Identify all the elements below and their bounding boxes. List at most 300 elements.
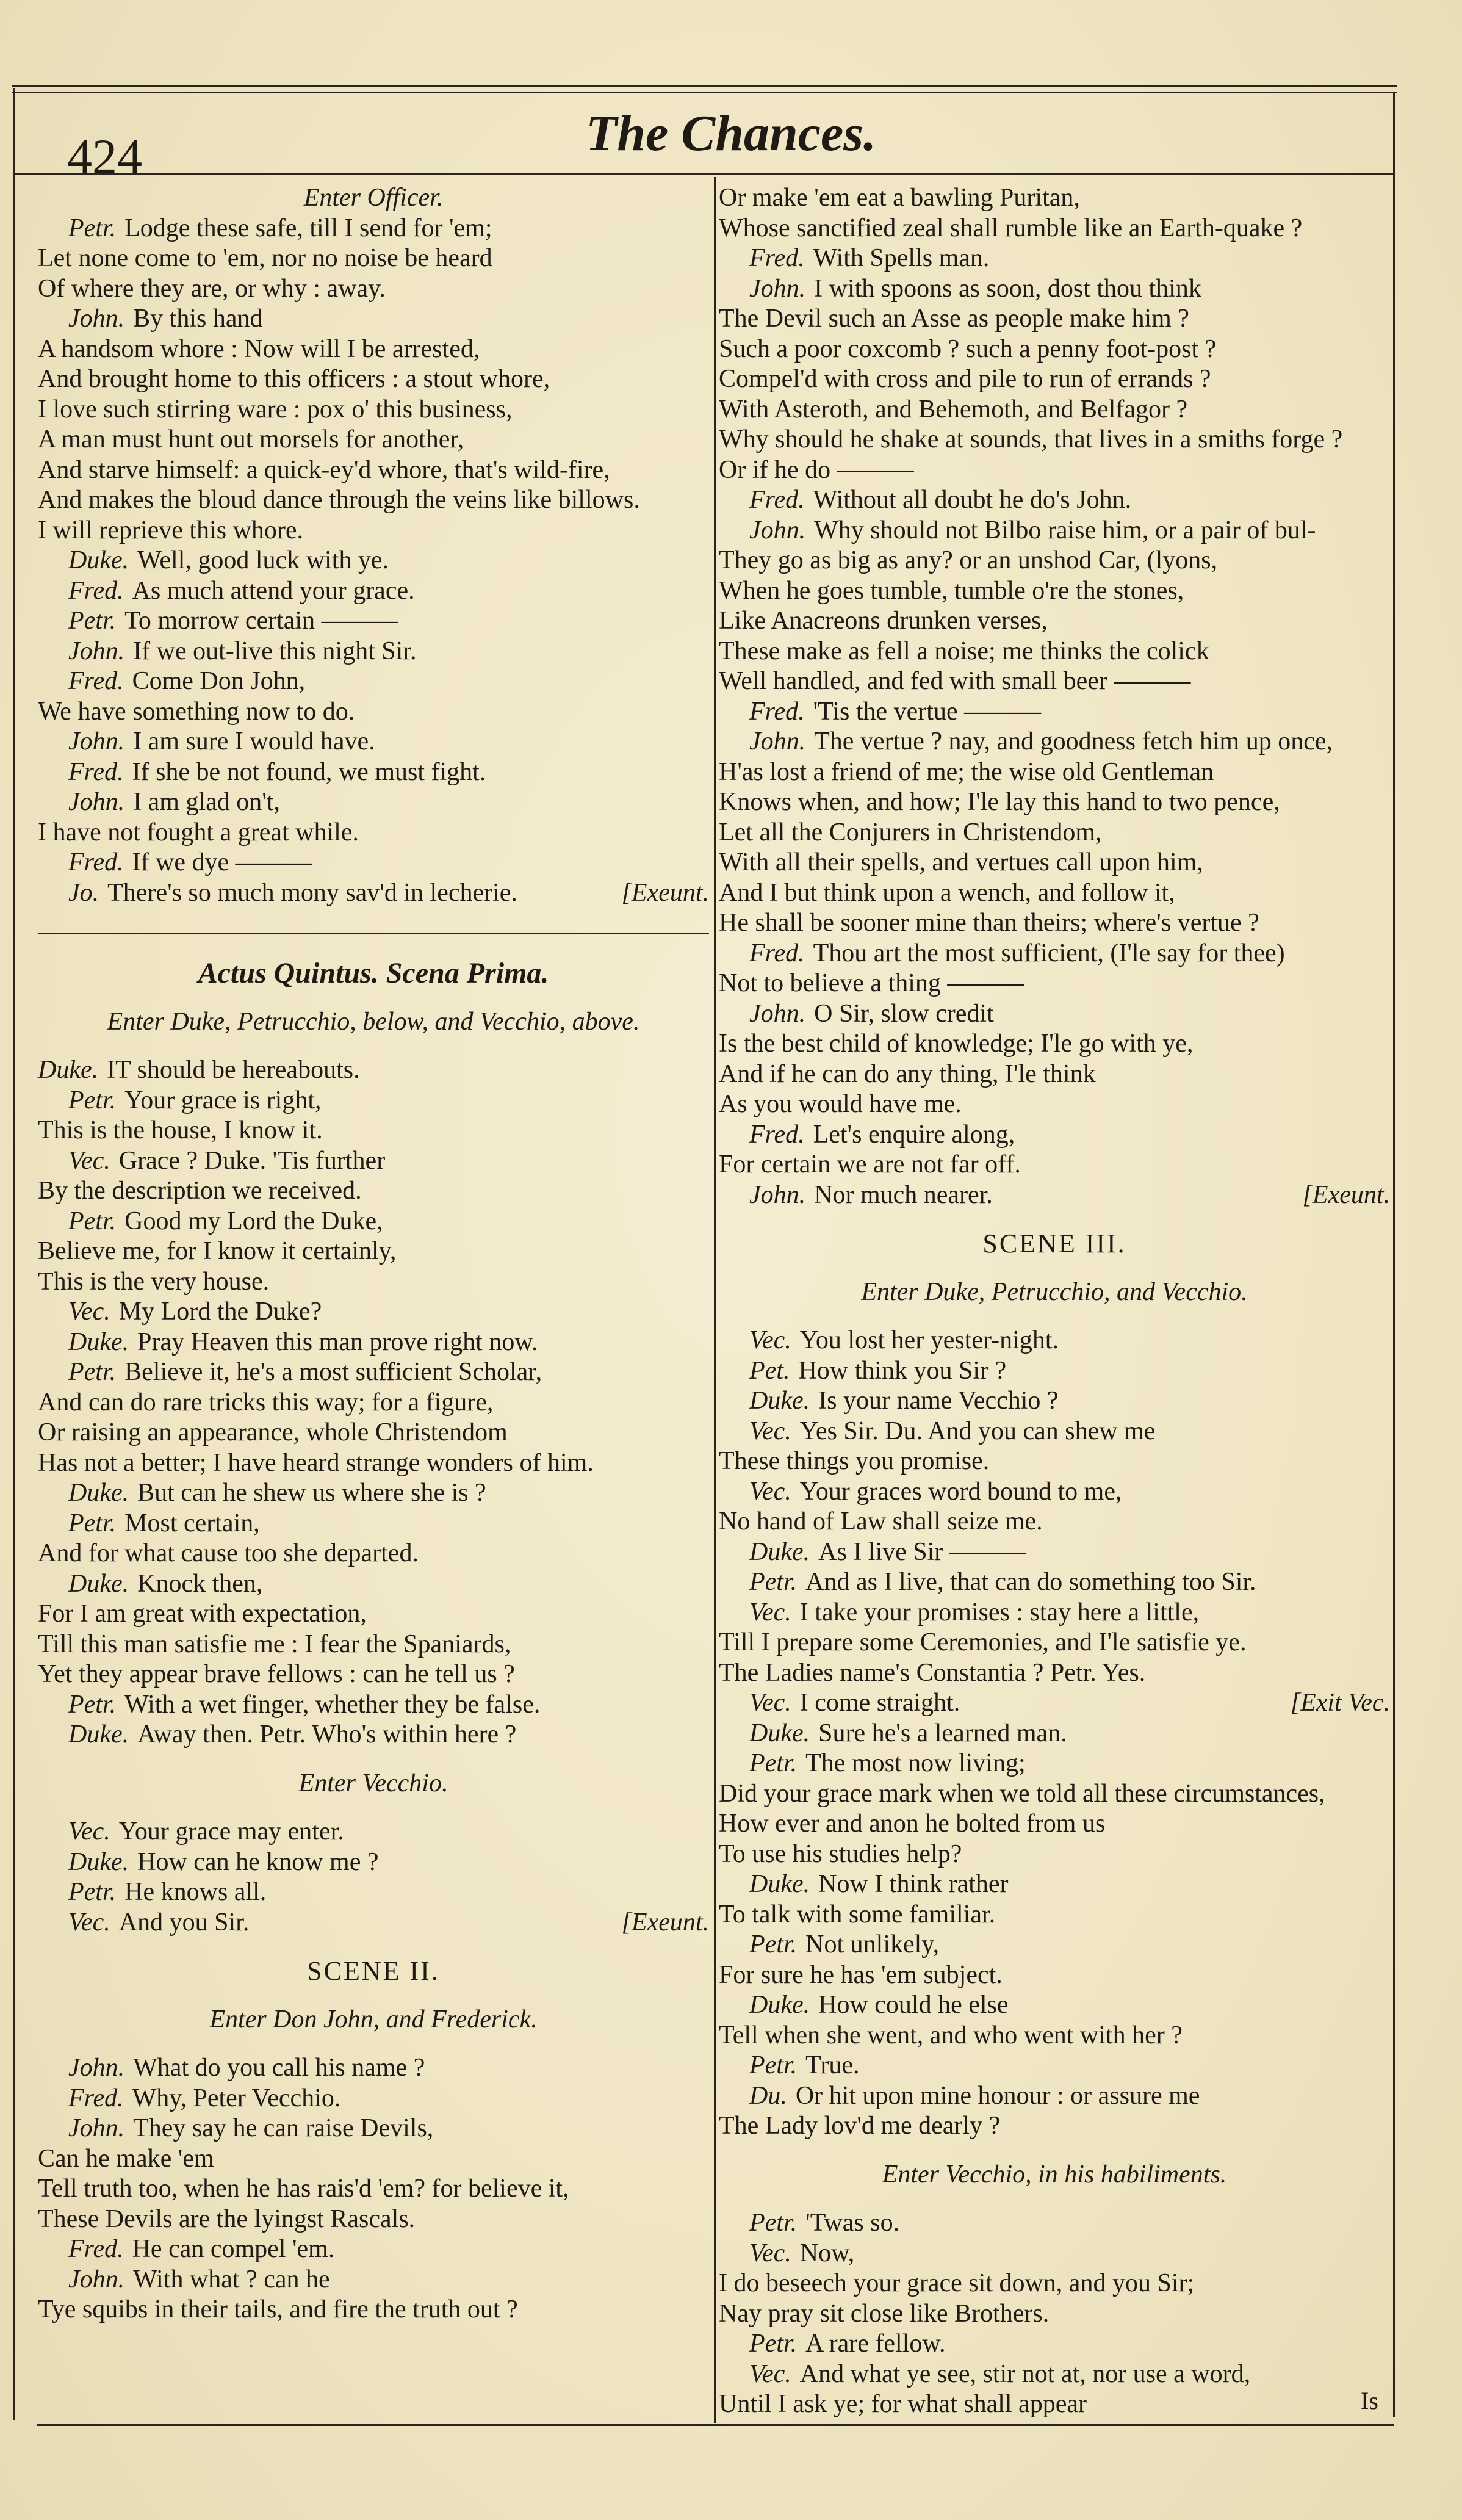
verse-line bbox=[719, 183, 1390, 214]
verse-line bbox=[719, 2021, 1390, 2051]
verse-line bbox=[719, 1029, 1390, 1060]
verse-line bbox=[38, 1539, 709, 1569]
line-text: 'Twas so. bbox=[805, 2209, 900, 2237]
line-text: There's so much mony sav'd in lecherie. bbox=[107, 878, 517, 907]
exit-direction: [Exeunt. bbox=[1302, 1180, 1390, 1209]
verse-line bbox=[719, 878, 1390, 909]
speaker-name: Vec. bbox=[749, 1326, 791, 1354]
speaker-name: Fred. bbox=[749, 939, 805, 967]
verse-line bbox=[38, 666, 709, 697]
verse-line bbox=[719, 1180, 1390, 1211]
verse-line bbox=[38, 697, 709, 727]
verse-line bbox=[719, 1658, 1390, 1689]
frame-top-rule bbox=[12, 85, 1397, 87]
line-text: Come Don John, bbox=[132, 667, 306, 695]
header-rule bbox=[15, 173, 1393, 175]
line-text: Lodge these safe, till I send for 'em; bbox=[124, 214, 492, 242]
speaker-name: Vec. bbox=[749, 1598, 791, 1626]
verse-line bbox=[38, 1877, 709, 1908]
speaker-name: Vec. bbox=[68, 1146, 110, 1175]
speaker-name: Petr. bbox=[68, 214, 117, 242]
line-text: Nay pray sit close like Brothers. bbox=[719, 2299, 1050, 2328]
line-text: As I live Sir ——— bbox=[818, 1537, 1026, 1566]
verse-line bbox=[38, 1908, 709, 1938]
line-text: Why should he shake at sounds, that lives in a smiths forge ? bbox=[719, 425, 1343, 453]
line-text: Tye squibs in their tails, and fire the truth out ? bbox=[38, 2295, 518, 2323]
verse-line bbox=[38, 1599, 709, 1630]
verse-line bbox=[38, 2144, 709, 2175]
verse-line bbox=[38, 546, 709, 576]
verse-line bbox=[719, 2359, 1390, 2390]
speaker-name: John. bbox=[749, 999, 806, 1028]
verse-line bbox=[38, 334, 709, 365]
stage-direction bbox=[38, 2005, 709, 2035]
speaker-name: Vec. bbox=[68, 1908, 110, 1937]
speaker-name: John. bbox=[68, 788, 125, 816]
speaker-name: Vec. bbox=[68, 1818, 110, 1846]
speaker-name: Duke. bbox=[749, 1719, 810, 1747]
line-text: Away then. Petr. Who's within here ? bbox=[137, 1720, 517, 1749]
speaker-name: Petr. bbox=[68, 1509, 117, 1537]
speaker-name: Petr. bbox=[68, 1086, 117, 1114]
scene-heading bbox=[38, 1956, 709, 1987]
line-text: Most certain, bbox=[124, 1509, 260, 1537]
speaker-name: Petr. bbox=[749, 1568, 798, 1596]
left-column bbox=[38, 183, 709, 2325]
verse-line bbox=[719, 848, 1390, 878]
verse-line bbox=[38, 2204, 709, 2235]
verse-line bbox=[38, 637, 709, 667]
verse-line bbox=[38, 2295, 709, 2325]
line-text: Of where they are, or why : away. bbox=[38, 274, 386, 303]
verse-line bbox=[38, 2174, 709, 2204]
line-text: I come straight. bbox=[799, 1689, 960, 1717]
verse-line bbox=[719, 637, 1390, 667]
verse-line bbox=[719, 1839, 1390, 1870]
verse-line bbox=[38, 1207, 709, 1237]
verse-line bbox=[719, 1719, 1390, 1749]
act-heading bbox=[38, 958, 709, 989]
frame-top-rule-inner bbox=[12, 92, 1397, 93]
line-text: How could he else bbox=[818, 1991, 1009, 2019]
line-text: Not to believe a thing ——— bbox=[719, 969, 1024, 997]
line-text: How ever and anon he bolted from us bbox=[719, 1810, 1106, 1838]
verse-line bbox=[719, 939, 1390, 969]
line-text: To use his studies help? bbox=[719, 1839, 962, 1868]
verse-line bbox=[38, 2265, 709, 2295]
verse-line bbox=[719, 1749, 1390, 1779]
line-text: The Ladies name's Constantia ? Petr. Yes. bbox=[719, 1658, 1146, 1687]
verse-line bbox=[719, 999, 1390, 1030]
verse-line bbox=[719, 2051, 1390, 2081]
verse-line bbox=[719, 2081, 1390, 2112]
line-text: Your graces word bound to me, bbox=[799, 1477, 1122, 1506]
speaker-name: Duke. bbox=[68, 1847, 129, 1876]
line-text: You lost her yester-night. bbox=[799, 1326, 1059, 1354]
verse-line bbox=[719, 364, 1390, 395]
line-text: SCENE II. bbox=[307, 1956, 440, 1986]
line-text: What do you call his name ? bbox=[133, 2054, 425, 2082]
verse-line bbox=[38, 818, 709, 848]
exit-direction: [Exeunt. bbox=[621, 878, 709, 907]
speaker-name: Vec. bbox=[68, 1298, 110, 1326]
speaker-name: Petr. bbox=[68, 1358, 117, 1386]
line-text: I am sure I would have. bbox=[133, 727, 375, 756]
line-text: My Lord the Duke? bbox=[118, 1298, 322, 1326]
line-text: And starve himself: a quick-ey'd whore, that's wild-fire, bbox=[38, 455, 610, 484]
line-text: With a wet finger, whether they be false. bbox=[124, 1690, 541, 1719]
exit-direction: [Exit Vec. bbox=[1290, 1689, 1390, 1717]
spacer bbox=[38, 1987, 709, 2005]
page-number: 424 bbox=[67, 129, 142, 184]
speaker-name: Petr. bbox=[68, 1878, 117, 1906]
line-text: Sure he's a learned man. bbox=[818, 1719, 1067, 1747]
verse-line bbox=[719, 2389, 1390, 2420]
speaker-name: Duke. bbox=[749, 1537, 810, 1566]
verse-line bbox=[38, 1418, 709, 1448]
line-text: If we dye ——— bbox=[132, 848, 312, 876]
stage-direction bbox=[38, 183, 709, 214]
line-text: Enter Officer. bbox=[303, 184, 444, 212]
speaker-name: Duke. bbox=[749, 1991, 810, 2019]
line-text: I love such stirring ware : pox o' this business, bbox=[38, 395, 513, 424]
speaker-name: Vec. bbox=[749, 2239, 791, 2267]
speaker-name: Petr. bbox=[749, 1930, 798, 1959]
stage-direction bbox=[719, 1277, 1390, 1308]
line-text: Enter Vecchio. bbox=[298, 1769, 448, 1797]
spacer bbox=[38, 2035, 709, 2053]
verse-line bbox=[719, 697, 1390, 727]
line-text: He knows all. bbox=[124, 1878, 267, 1906]
line-text: I with spoons as soon, dost thou think bbox=[814, 274, 1201, 303]
spacer bbox=[719, 2190, 1390, 2208]
speaker-name: John. bbox=[749, 274, 806, 303]
line-text: Believe it, he's a most sufficient Scholar, bbox=[124, 1358, 542, 1386]
speaker-name: Petr. bbox=[68, 1207, 117, 1235]
verse-line bbox=[719, 1537, 1390, 1568]
line-text: The Lady lov'd me dearly ? bbox=[719, 2112, 1001, 2140]
line-text: Knows when, and how; I'le lay this hand to two pence, bbox=[719, 788, 1280, 816]
line-text: 'Tis the vertue ——— bbox=[813, 697, 1042, 726]
line-text: Grace ? Duke. 'Tis further bbox=[118, 1146, 386, 1175]
line-text: Compel'd with cross and pile to run of errands ? bbox=[719, 365, 1211, 393]
line-text: Or make 'em eat a bawling Puritan, bbox=[719, 184, 1080, 212]
speaker-name: Vec. bbox=[749, 1689, 791, 1717]
line-text: Till I prepare some Ceremonies, and I'le satisfie ye. bbox=[719, 1628, 1247, 1656]
verse-line bbox=[38, 1630, 709, 1660]
line-text: And what ye see, stir not at, nor use a word, bbox=[799, 2359, 1251, 2388]
line-text: Is your name Vecchio ? bbox=[818, 1387, 1059, 1415]
verse-line bbox=[38, 1055, 709, 1086]
verse-line bbox=[38, 2234, 709, 2265]
verse-line bbox=[38, 1267, 709, 1298]
verse-line bbox=[719, 455, 1390, 486]
speaker-name: John. bbox=[68, 2265, 125, 2294]
speaker-name: John. bbox=[68, 305, 125, 333]
line-text: I take your promises : stay here a little, bbox=[799, 1598, 1200, 1626]
line-text: Pray Heaven this man prove right now. bbox=[137, 1327, 538, 1356]
line-text: If she be not found, we must fight. bbox=[132, 757, 486, 786]
verse-line bbox=[38, 364, 709, 395]
frame-right-rule bbox=[1393, 92, 1395, 2417]
verse-line bbox=[719, 1417, 1390, 1447]
verse-line bbox=[719, 908, 1390, 939]
line-text: Enter Don John, and Frederick. bbox=[209, 2005, 538, 2034]
line-text: These make as fell a noise; me thinks the colick bbox=[719, 637, 1209, 665]
verse-line bbox=[38, 606, 709, 637]
speaker-name: Vec. bbox=[749, 1417, 791, 1445]
verse-line bbox=[38, 2084, 709, 2114]
speaker-name: Petr. bbox=[749, 2330, 798, 2358]
verse-line bbox=[719, 1567, 1390, 1598]
spacer bbox=[38, 1938, 709, 1956]
speaker-name: John. bbox=[749, 516, 806, 544]
verse-line bbox=[719, 1507, 1390, 1537]
line-text: True. bbox=[805, 2051, 860, 2079]
verse-line bbox=[719, 727, 1390, 757]
speaker-name: Duke. bbox=[749, 1387, 810, 1415]
verse-line bbox=[38, 1817, 709, 1847]
spacer bbox=[719, 2142, 1390, 2160]
line-text: He can compel 'em. bbox=[132, 2235, 335, 2263]
verse-line bbox=[719, 2299, 1390, 2330]
exit-direction: [Exeunt. bbox=[621, 1908, 709, 1937]
line-text: When he goes tumble, tumble o're the stones, bbox=[719, 576, 1184, 605]
speaker-name: Duke. bbox=[68, 1569, 129, 1598]
speaker-name: Petr. bbox=[749, 1749, 798, 1777]
line-text: Your grace may enter. bbox=[118, 1818, 344, 1846]
verse-line bbox=[38, 757, 709, 788]
verse-line bbox=[719, 425, 1390, 455]
verse-line bbox=[38, 244, 709, 274]
speaker-name: Fred. bbox=[749, 1120, 805, 1149]
line-text: Yet they appear brave fellows : can he tell us ? bbox=[38, 1660, 515, 1688]
speaker-name: Duke. bbox=[749, 1870, 810, 1898]
line-text: And can do rare tricks this way; for a figure, bbox=[38, 1388, 494, 1417]
speaker-name: Petr. bbox=[68, 607, 117, 635]
speaker-name: Du. bbox=[749, 2081, 787, 2110]
line-text: Not unlikely, bbox=[805, 1930, 940, 1959]
verse-line bbox=[719, 1900, 1390, 1930]
verse-line bbox=[719, 1960, 1390, 1991]
spacer bbox=[38, 1750, 709, 1769]
line-text: How can he know me ? bbox=[137, 1847, 379, 1876]
line-text: Let all the Conjurers in Christendom, bbox=[719, 818, 1102, 847]
line-text: These things you promise. bbox=[719, 1447, 990, 1475]
verse-line bbox=[719, 1446, 1390, 1477]
speaker-name: Pet. bbox=[749, 1356, 790, 1385]
verse-line bbox=[38, 1690, 709, 1720]
line-text: Until I ask ye; for what shall appear bbox=[719, 2390, 1087, 2418]
verse-line bbox=[719, 1386, 1390, 1417]
line-text: I have not fought a great while. bbox=[38, 818, 359, 847]
line-text: Is the best child of knowledge; I'le go with ye, bbox=[719, 1030, 1194, 1058]
verse-line bbox=[719, 666, 1390, 697]
verse-line bbox=[719, 395, 1390, 425]
verse-line bbox=[38, 1297, 709, 1327]
speaker-name: Vec. bbox=[749, 1477, 791, 1506]
line-text: These Devils are the lyingst Rascals. bbox=[38, 2204, 416, 2233]
line-text: Like Anacreons drunken verses, bbox=[719, 607, 1048, 635]
verse-line bbox=[719, 1990, 1390, 2021]
verse-line bbox=[719, 2111, 1390, 2142]
line-text: Did your grace mark when we told all these circumstances, bbox=[719, 1779, 1325, 1808]
verse-line bbox=[38, 1357, 709, 1388]
line-text: H'as lost a friend of me; the wise old Gentleman bbox=[719, 757, 1214, 786]
line-text: And for what cause too she departed. bbox=[38, 1539, 419, 1567]
verse-line bbox=[38, 848, 709, 878]
line-text: He shall be sooner mine than theirs; where's vertue ? bbox=[719, 909, 1259, 937]
verse-line bbox=[38, 1116, 709, 1146]
verse-line bbox=[719, 1809, 1390, 1839]
verse-line bbox=[38, 878, 709, 909]
verse-line bbox=[38, 425, 709, 455]
speaker-name: Duke. bbox=[68, 1479, 129, 1507]
verse-line bbox=[719, 1060, 1390, 1090]
verse-line bbox=[719, 818, 1390, 848]
speaker-name: Fred. bbox=[749, 486, 805, 514]
line-text: Knock then, bbox=[137, 1569, 263, 1598]
verse-line bbox=[719, 1089, 1390, 1120]
catchword: Is bbox=[1361, 2387, 1378, 2414]
line-text: Why, Peter Vecchio. bbox=[132, 2084, 341, 2112]
verse-line bbox=[38, 304, 709, 334]
verse-line bbox=[38, 727, 709, 757]
verse-line bbox=[719, 969, 1390, 999]
line-text: A man must hunt out morsels for another, bbox=[38, 425, 464, 453]
verse-line bbox=[719, 334, 1390, 365]
verse-line bbox=[719, 1688, 1390, 1719]
line-text: Enter Duke, Petrucchio, below, and Vecchio, above. bbox=[107, 1007, 640, 1036]
spacer bbox=[38, 1799, 709, 1817]
line-text: And I but think upon a wench, and follow it, bbox=[719, 878, 1175, 907]
line-text: O Sir, slow credit bbox=[814, 999, 994, 1028]
line-text: Why should not Bilbo raise him, or a pair of bul- bbox=[814, 516, 1316, 544]
verse-line bbox=[719, 546, 1390, 576]
line-text: Let's enquire along, bbox=[813, 1120, 1015, 1149]
line-text: And makes the bloud dance through the veins like billows. bbox=[38, 486, 640, 514]
speaker-name: John. bbox=[749, 1180, 806, 1209]
line-text: Has not a better; I have heard strange wonders of him. bbox=[38, 1448, 594, 1477]
speaker-name: Fred. bbox=[749, 697, 805, 726]
speaker-name: Fred. bbox=[749, 244, 805, 272]
speaker-name: Jo. bbox=[68, 878, 99, 907]
line-text: The most now living; bbox=[805, 1749, 1026, 1777]
verse-line bbox=[38, 1509, 709, 1539]
verse-line bbox=[719, 2329, 1390, 2359]
line-text: By this hand bbox=[133, 305, 263, 333]
line-text: This is the house, I know it. bbox=[38, 1116, 323, 1144]
speaker-name: Fred. bbox=[68, 576, 124, 605]
line-text: And if he can do any thing, I'le think bbox=[719, 1060, 1096, 1088]
line-text: Or hit upon mine honour : or assure me bbox=[795, 2081, 1200, 2110]
verse-line bbox=[719, 244, 1390, 274]
line-text: A handsom whore : Now will I be arrested, bbox=[38, 334, 480, 363]
line-text: Well, good luck with ye. bbox=[137, 546, 389, 574]
line-text: For certain we are not far off. bbox=[719, 1150, 1021, 1179]
line-text: To talk with some familiar. bbox=[719, 1900, 996, 1929]
verse-line bbox=[38, 1659, 709, 1690]
stage-direction bbox=[38, 1769, 709, 1799]
line-text: And you Sir. bbox=[118, 1908, 250, 1937]
line-text: Enter Vecchio, in his habiliments. bbox=[882, 2160, 1227, 2189]
line-text: The vertue ? nay, and goodness fetch him up once, bbox=[814, 727, 1333, 756]
line-text: This is the very house. bbox=[38, 1267, 270, 1296]
line-text: They go as big as any? or an unshod Car, (lyons, bbox=[719, 546, 1218, 574]
speaker-name: Fred. bbox=[68, 2235, 124, 2263]
line-text: With all their spells, and vertues call upon him, bbox=[719, 848, 1203, 876]
spacer bbox=[719, 1259, 1390, 1277]
speaker-name: John. bbox=[749, 727, 806, 756]
speaker-name: Duke. bbox=[68, 1327, 129, 1356]
verse-line bbox=[719, 485, 1390, 516]
verse-line bbox=[719, 516, 1390, 546]
line-text: For I am great with expectation, bbox=[38, 1600, 367, 1628]
spacer bbox=[38, 1037, 709, 1055]
verse-line bbox=[719, 1598, 1390, 1628]
line-text: Now I think rather bbox=[818, 1870, 1009, 1898]
verse-line bbox=[38, 1146, 709, 1177]
verse-line bbox=[719, 1779, 1390, 1810]
verse-line bbox=[38, 1327, 709, 1358]
section-rule bbox=[38, 933, 709, 934]
verse-line bbox=[38, 1720, 709, 1750]
line-text: I do beseech your grace sit down, and you Sir; bbox=[719, 2269, 1195, 2297]
line-text: And as I live, that can do something too Sir. bbox=[805, 1568, 1256, 1596]
line-text: We have something now to do. bbox=[38, 697, 355, 726]
verse-line bbox=[38, 1237, 709, 1267]
verse-line bbox=[719, 1326, 1390, 1356]
line-text: Whose sanctified zeal shall rumble like an Earth-quake ? bbox=[719, 214, 1303, 242]
scene-heading bbox=[719, 1229, 1390, 1259]
line-text: Believe me, for I know it certainly, bbox=[38, 1237, 397, 1265]
frame-bottom-rule bbox=[37, 2424, 1394, 2426]
verse-line bbox=[719, 274, 1390, 305]
verse-line bbox=[719, 1628, 1390, 1658]
speaker-name: Duke. bbox=[68, 1720, 129, 1749]
line-text: Or if he do ——— bbox=[719, 455, 914, 484]
speaker-name: Fred. bbox=[68, 757, 124, 786]
verse-line bbox=[38, 787, 709, 818]
speaker-name: Fred. bbox=[68, 2084, 124, 2112]
verse-line bbox=[38, 214, 709, 244]
line-text: SCENE III. bbox=[982, 1229, 1126, 1258]
verse-line bbox=[38, 1478, 709, 1509]
verse-line bbox=[719, 757, 1390, 788]
line-text: How think you Sir ? bbox=[798, 1356, 1007, 1385]
verse-line bbox=[719, 787, 1390, 818]
verse-line bbox=[719, 2208, 1390, 2239]
verse-line bbox=[719, 304, 1390, 334]
speaker-name: Petr. bbox=[749, 2051, 798, 2079]
speaker-name: John. bbox=[68, 2114, 125, 2142]
line-text: I am glad on't, bbox=[133, 788, 280, 816]
stage-direction bbox=[38, 1007, 709, 1038]
verse-line bbox=[38, 455, 709, 486]
line-text: As much attend your grace. bbox=[132, 576, 415, 605]
line-text: But can he shew us where she is ? bbox=[137, 1479, 486, 1507]
verse-line bbox=[38, 1086, 709, 1116]
speaker-name: Fred. bbox=[68, 667, 124, 695]
line-text: Well handled, and fed with small beer ——— bbox=[719, 667, 1191, 695]
line-text: I will reprieve this whore. bbox=[38, 516, 304, 544]
verse-line bbox=[719, 1930, 1390, 1960]
verse-line bbox=[719, 1120, 1390, 1150]
line-text: For sure he has 'em subject. bbox=[719, 1960, 1003, 1989]
line-text: Such a poor coxcomb ? such a penny foot-post ? bbox=[719, 334, 1217, 363]
line-text: And brought home to this officers : a stout whore, bbox=[38, 365, 550, 393]
line-text: Till this man satisfie me : I fear the Spaniards, bbox=[38, 1630, 511, 1658]
